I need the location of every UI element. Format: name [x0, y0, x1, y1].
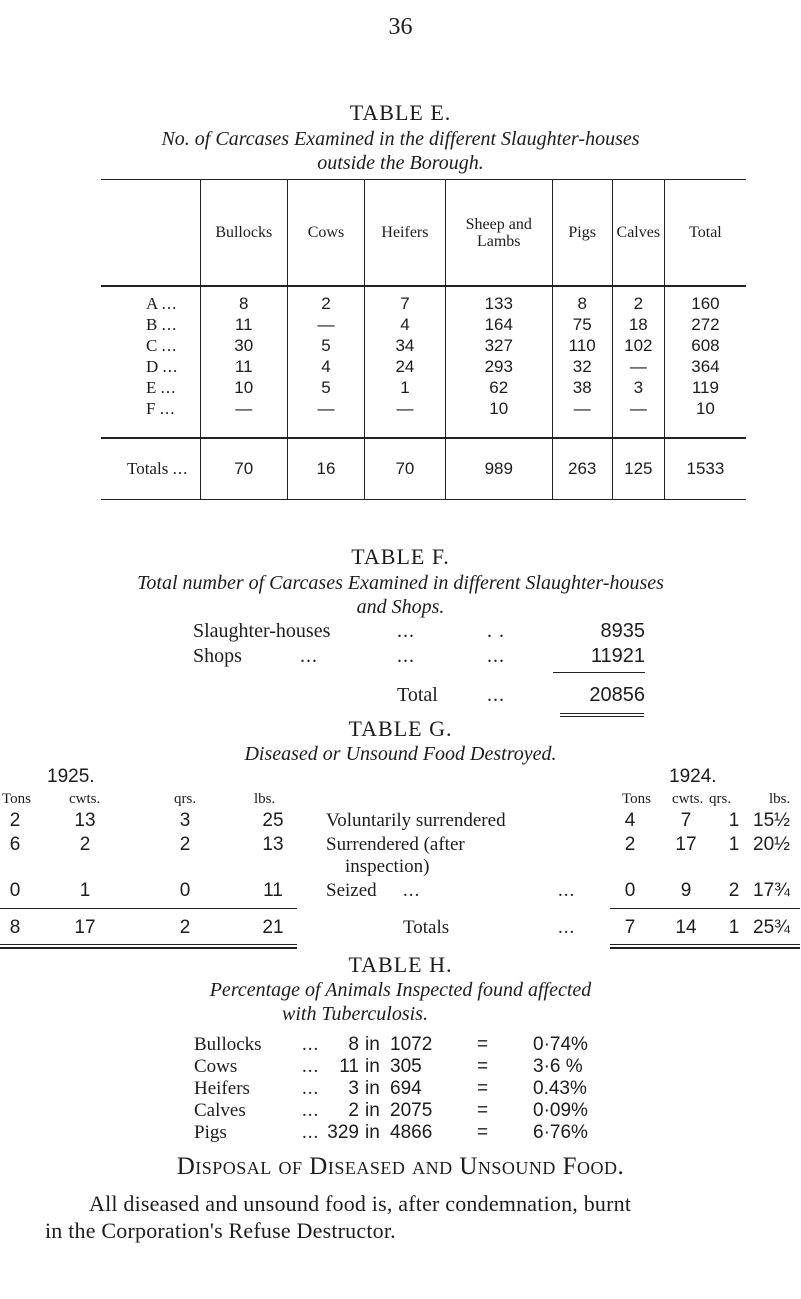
row-label: Shops [193, 645, 242, 667]
row-label: F ... [101, 398, 200, 438]
cell: 989 [445, 438, 552, 500]
cell: 102 [612, 335, 664, 356]
cell: 164 [445, 314, 552, 335]
cell: 70 [364, 438, 445, 500]
total-value: 20856 [589, 684, 645, 706]
count: 2 [348, 1100, 359, 1121]
cell: 17 [74, 917, 96, 938]
table-e-subtitle-2: outside the Borough. [317, 152, 484, 174]
table-e-col-header: Bullocks [200, 180, 287, 287]
cell: 5 [287, 335, 364, 356]
leader-dots: ... [487, 684, 505, 706]
table-g-heading: TABLE G. [348, 716, 453, 741]
table-g-subtitle: Diseased or Unsound Food Destroyed. [244, 743, 557, 765]
equals: = [477, 1122, 489, 1143]
totals-row [101, 438, 746, 500]
table-row [101, 398, 746, 438]
page-number: 36 [388, 14, 413, 40]
leader-dots: ... [487, 645, 505, 667]
value: 8935 [600, 620, 645, 642]
row-label: Pigs [194, 1122, 227, 1143]
in-word: in [365, 1034, 380, 1055]
equals: = [477, 1034, 489, 1055]
cell: 21 [262, 917, 284, 938]
year-right: 1924. [669, 766, 717, 787]
cell: 2 [287, 286, 364, 314]
of-total: 694 [390, 1078, 422, 1099]
cell: 2 [179, 834, 191, 855]
cell: 7 [624, 917, 636, 938]
double-rule [0, 947, 297, 949]
row-label: E ... [146, 377, 177, 397]
row-label-continued: inspection) [345, 856, 430, 877]
leader-dots: ... [558, 880, 576, 901]
cell: 293 [445, 356, 552, 377]
leader-dots: . . [487, 620, 505, 642]
row-label: A ... [146, 293, 178, 313]
cell: 9 [680, 880, 692, 901]
table-g-row [5, 880, 790, 902]
count: 3 [348, 1078, 359, 1099]
year-left: 1925. [47, 766, 95, 787]
cell: 62 [445, 377, 552, 398]
row-label: C ... [146, 335, 178, 355]
cell: 17¾ [753, 880, 790, 901]
leader-dots: ... [302, 1034, 320, 1055]
disposal-text-2: in the Corporation's Refuse Destructor. [45, 1218, 396, 1243]
cell: 10 [200, 377, 287, 398]
cell: 2 [624, 834, 636, 855]
table-g-row [5, 810, 790, 832]
count: 11 [339, 1056, 359, 1077]
table-row [101, 356, 746, 377]
total-label: Total [397, 684, 438, 706]
cell: 34 [364, 335, 445, 356]
cell: 1 [79, 880, 91, 901]
cell: 24 [364, 356, 445, 377]
row-label: Calves [194, 1100, 246, 1121]
row-label: Cows [194, 1056, 238, 1077]
disposal-text: All diseased and unsound food is, after condemnation, burnt [89, 1191, 632, 1216]
table-row [101, 335, 746, 356]
table-row [194, 1056, 654, 1078]
leader-dots: ... [302, 1056, 320, 1077]
table-row [194, 1078, 654, 1100]
cell: 30 [200, 335, 287, 356]
percentage: 0·09% [533, 1100, 588, 1121]
cell: 13 [262, 834, 284, 855]
leader-dots: ... [558, 917, 576, 938]
row-label: B ... [146, 314, 178, 334]
cell: 8 [200, 286, 287, 314]
unit-header: cwts. [69, 791, 101, 807]
table-row [101, 314, 746, 335]
disposal-heading: Disposal of Diseased and Unsound Food. [176, 1153, 625, 1180]
table-e-col-header [101, 180, 200, 287]
unit-header: cwts. [672, 791, 704, 807]
cell: 7 [680, 810, 692, 831]
table-h-subtitle-2: with Tuberculosis. [282, 1003, 428, 1025]
leader-dots: ... [302, 1122, 320, 1143]
cell: 1 [728, 917, 740, 938]
table-e [101, 179, 746, 500]
cell: 1 [728, 810, 740, 831]
cell: 110 [552, 335, 612, 356]
cell: 160 [664, 286, 746, 314]
table-row [194, 1122, 654, 1144]
unit-header: Tons [2, 791, 31, 807]
unit-header: lbs. [254, 791, 276, 807]
cell: 8 [9, 917, 21, 938]
cell: 11 [200, 314, 287, 335]
cell: 75 [552, 314, 612, 335]
table-row [101, 377, 746, 398]
row-label: Totals ... [101, 438, 200, 500]
cell: 38 [552, 377, 612, 398]
cell: 8 [552, 286, 612, 314]
cell: 4 [287, 356, 364, 377]
row-label: Seized [326, 880, 377, 901]
cell: 15½ [753, 810, 790, 831]
cell: 7 [364, 286, 445, 314]
cell: — [364, 398, 445, 438]
cell: 10 [445, 398, 552, 438]
row-label: Voluntarily surrendered [326, 810, 506, 831]
cell: 263 [552, 438, 612, 500]
cell: 2 [79, 834, 91, 855]
table-e-col-header: Pigs [552, 180, 612, 287]
in-word: in [365, 1122, 380, 1143]
table-f-heading: TABLE F. [351, 544, 450, 569]
equals: = [477, 1078, 489, 1099]
cell: 608 [664, 335, 746, 356]
cell: 70 [200, 438, 287, 500]
percentage: 0·74% [533, 1034, 588, 1055]
leader-dots: ... [397, 645, 415, 667]
table-g-row [5, 834, 790, 878]
table-e-col-header: Calves [612, 180, 664, 287]
unit-header: lbs. [769, 791, 791, 807]
table-row [194, 1100, 654, 1122]
cell: 272 [664, 314, 746, 335]
of-total: 4866 [390, 1122, 433, 1143]
sum-rule [610, 908, 800, 909]
percentage: 0.43% [533, 1078, 587, 1099]
row-label: Slaughter-houses [193, 620, 331, 642]
double-rule [610, 947, 800, 949]
equals: = [477, 1056, 489, 1077]
cell: 1 [364, 377, 445, 398]
cell: 1 [728, 834, 740, 855]
cell: 2 [179, 917, 191, 938]
percentage: 3·6 % [533, 1056, 583, 1077]
row-label: Heifers [194, 1078, 250, 1099]
leader-dots: ... [302, 1078, 320, 1099]
cell: — [612, 398, 664, 438]
row-label: Bullocks [194, 1034, 262, 1055]
table-e-header-row [101, 180, 746, 287]
percentage: 6·76% [533, 1122, 588, 1143]
cell: 25 [262, 810, 284, 831]
cell: 125 [612, 438, 664, 500]
unit-header: qrs. [709, 791, 732, 807]
count: 8 [348, 1034, 359, 1055]
cell: 16 [287, 438, 364, 500]
cell: 3 [179, 810, 191, 831]
table-e-col-header: Sheep and Lambs [445, 180, 552, 287]
leader-dots: ... [300, 645, 318, 667]
table-e-col-header: Cows [287, 180, 364, 287]
cell: 0 [179, 880, 191, 901]
table-h-heading: TABLE H. [348, 952, 453, 977]
of-total: 305 [390, 1056, 422, 1077]
cell: 4 [624, 810, 636, 831]
in-word: in [365, 1100, 380, 1121]
leader-dots: ... [302, 1100, 320, 1121]
in-word: in [365, 1078, 380, 1099]
equals: = [477, 1100, 489, 1121]
cell: 10 [664, 398, 746, 438]
row-label: Totals [403, 917, 450, 938]
table-e-heading: TABLE E. [349, 100, 452, 125]
of-total: 2075 [390, 1100, 433, 1121]
cell: — [287, 314, 364, 335]
table-f-subtitle-2: and Shops. [356, 596, 445, 618]
cell: 1533 [664, 438, 746, 500]
cell: — [612, 356, 664, 377]
table-row [101, 286, 746, 314]
of-total: 1072 [390, 1034, 433, 1055]
cell: 20½ [753, 834, 790, 855]
cell: 14 [675, 917, 697, 938]
sum-rule [553, 672, 645, 673]
cell: 0 [624, 880, 636, 901]
cell: — [552, 398, 612, 438]
leader-dots: ... [397, 620, 415, 642]
row-label: D ... [146, 356, 179, 376]
cell: 3 [612, 377, 664, 398]
cell: 11 [263, 880, 283, 901]
table-e-col-header: Heifers [364, 180, 445, 287]
value: 11921 [590, 645, 645, 667]
table-e-subtitle: No. of Carcases Examined in the different Slaughter-houses [161, 128, 640, 150]
table-f-subtitle: Total number of Carcases Examined in different Slaughter-houses [137, 572, 664, 594]
unit-header: Tons [622, 791, 651, 807]
table-row [194, 1034, 654, 1056]
double-rule [0, 944, 297, 945]
cell: 0 [9, 880, 21, 901]
row-label: Surrendered (after [326, 834, 465, 855]
cell: 32 [552, 356, 612, 377]
table-h-subtitle: Percentage of Animals Inspected found affected [209, 979, 592, 1001]
cell: 11 [200, 356, 287, 377]
unit-header: qrs. [174, 791, 197, 807]
cell: 13 [74, 810, 96, 831]
table-h-body [194, 1034, 654, 1144]
count: 329 [327, 1122, 359, 1143]
cell: 2 [612, 286, 664, 314]
cell: 5 [287, 377, 364, 398]
cell: 17 [675, 834, 697, 855]
table-g-totals-row [5, 917, 790, 939]
double-rule [560, 713, 644, 714]
cell: 18 [612, 314, 664, 335]
cell: 25¾ [753, 917, 790, 938]
leader-dots: ... [403, 880, 421, 901]
cell: 2 [728, 880, 740, 901]
cell: 4 [364, 314, 445, 335]
table-e-col-header: Total [664, 180, 746, 287]
double-rule [610, 944, 800, 945]
cell: 133 [445, 286, 552, 314]
in-word: in [365, 1056, 380, 1077]
cell: 119 [664, 377, 746, 398]
sum-rule [0, 908, 297, 909]
cell: 6 [9, 834, 21, 855]
cell: — [287, 398, 364, 438]
cell: 327 [445, 335, 552, 356]
cell: 364 [664, 356, 746, 377]
cell: 2 [9, 810, 21, 831]
cell: — [200, 398, 287, 438]
